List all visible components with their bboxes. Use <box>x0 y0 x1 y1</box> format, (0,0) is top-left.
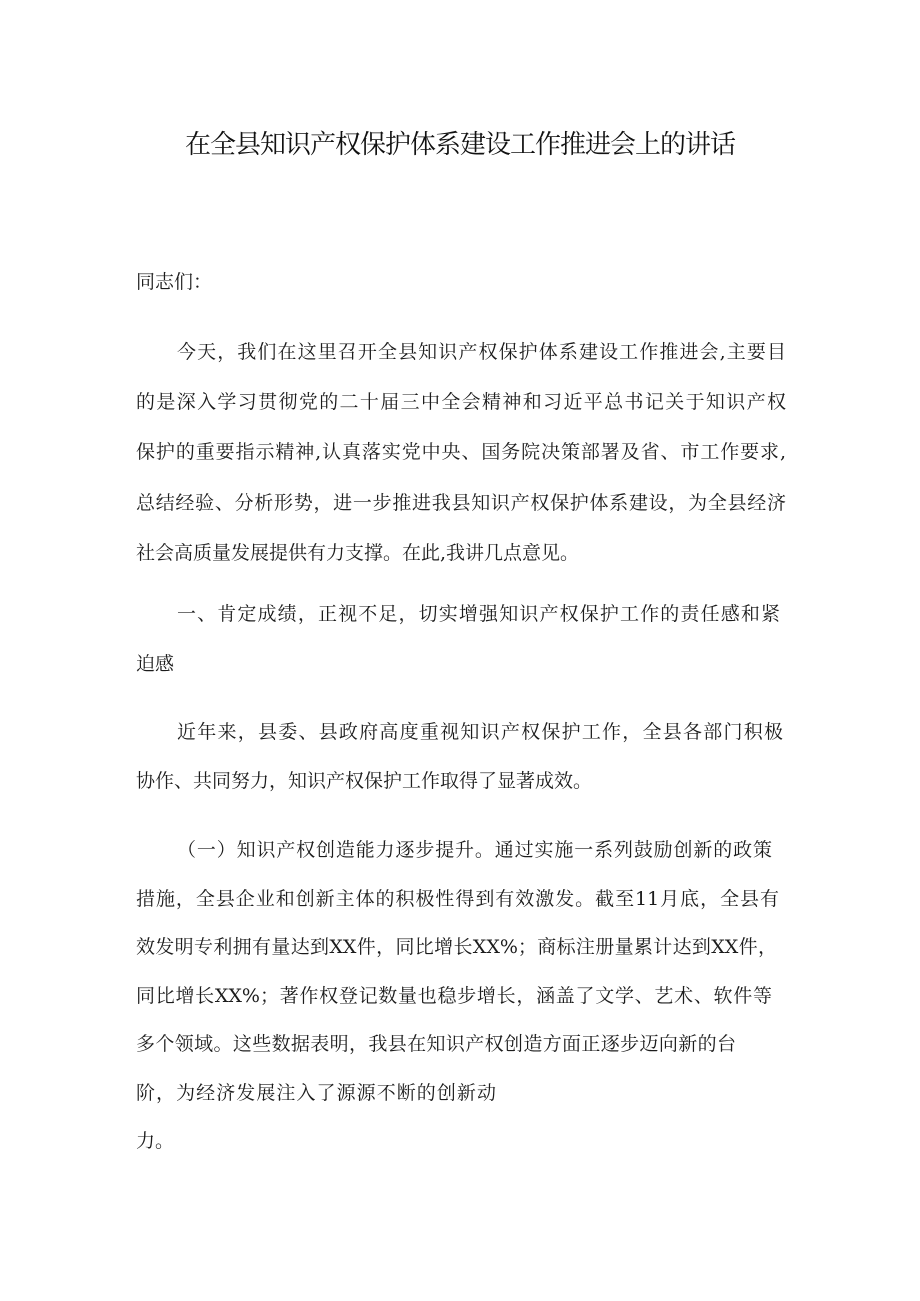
paragraph-line: （一）知识产权创造能力逐步提升。通过实施一系列鼓励创新的政策 <box>177 839 772 861</box>
paragraph-line: 总结经验、分析形势，进一步推进我县知识产权保护体系建设，为全县经济 <box>136 492 786 514</box>
paragraph-line: 的是深入学习贯彻党的二十届三中全会精神和习近平总书记关于知识产权 <box>136 391 786 413</box>
document-title: 在全县知识产权保护体系建设工作推进会上的讲话 <box>184 130 735 160</box>
paragraph-line: 多个领域。这些数据表明，我县在知识产权创造方面正逐步迈向新的台 <box>136 1033 736 1055</box>
paragraph-line: 阶，为经济发展注入了源源不断的创新动 <box>136 1082 496 1104</box>
paragraph-line: 保护的重要指示精神,认真落实党中央、国务院决策部署及省、市工作要求, <box>136 441 786 463</box>
paragraph-line: 今天，我们在这里召开全县知识产权保护体系建设工作推进会,主要目 <box>177 341 786 363</box>
paragraph-line: 措施，全县企业和创新主体的积极性得到有效激发。截至11月底，全县有 <box>136 888 779 910</box>
paragraph-line: 社会高质量发展提供有力支撑。在此,我讲几点意见。 <box>136 542 580 564</box>
paragraph-line: 效发明专利拥有量达到XX件，同比增长XX%；商标注册量累计达到XX件， <box>136 936 777 958</box>
paragraph-line: 协作、共同努力，知识产权保护工作取得了显著成效。 <box>136 770 593 792</box>
salutation: 同志们： <box>136 271 213 293</box>
paragraph-line: 近年来，县委、县政府高度重视知识产权保护工作，全县各部门积极 <box>177 721 783 743</box>
section-heading-line: 一、肯定成绩，正视不足，切实增强知识产权保护工作的责任感和紧 <box>177 603 780 625</box>
paragraph-line: 力。 <box>136 1130 175 1152</box>
paragraph-line: 同比增长XX%；著作权登记数量也稳步增长，涵盖了文学、艺术、软件等 <box>136 985 772 1007</box>
section-heading-line: 迫感 <box>136 653 175 675</box>
